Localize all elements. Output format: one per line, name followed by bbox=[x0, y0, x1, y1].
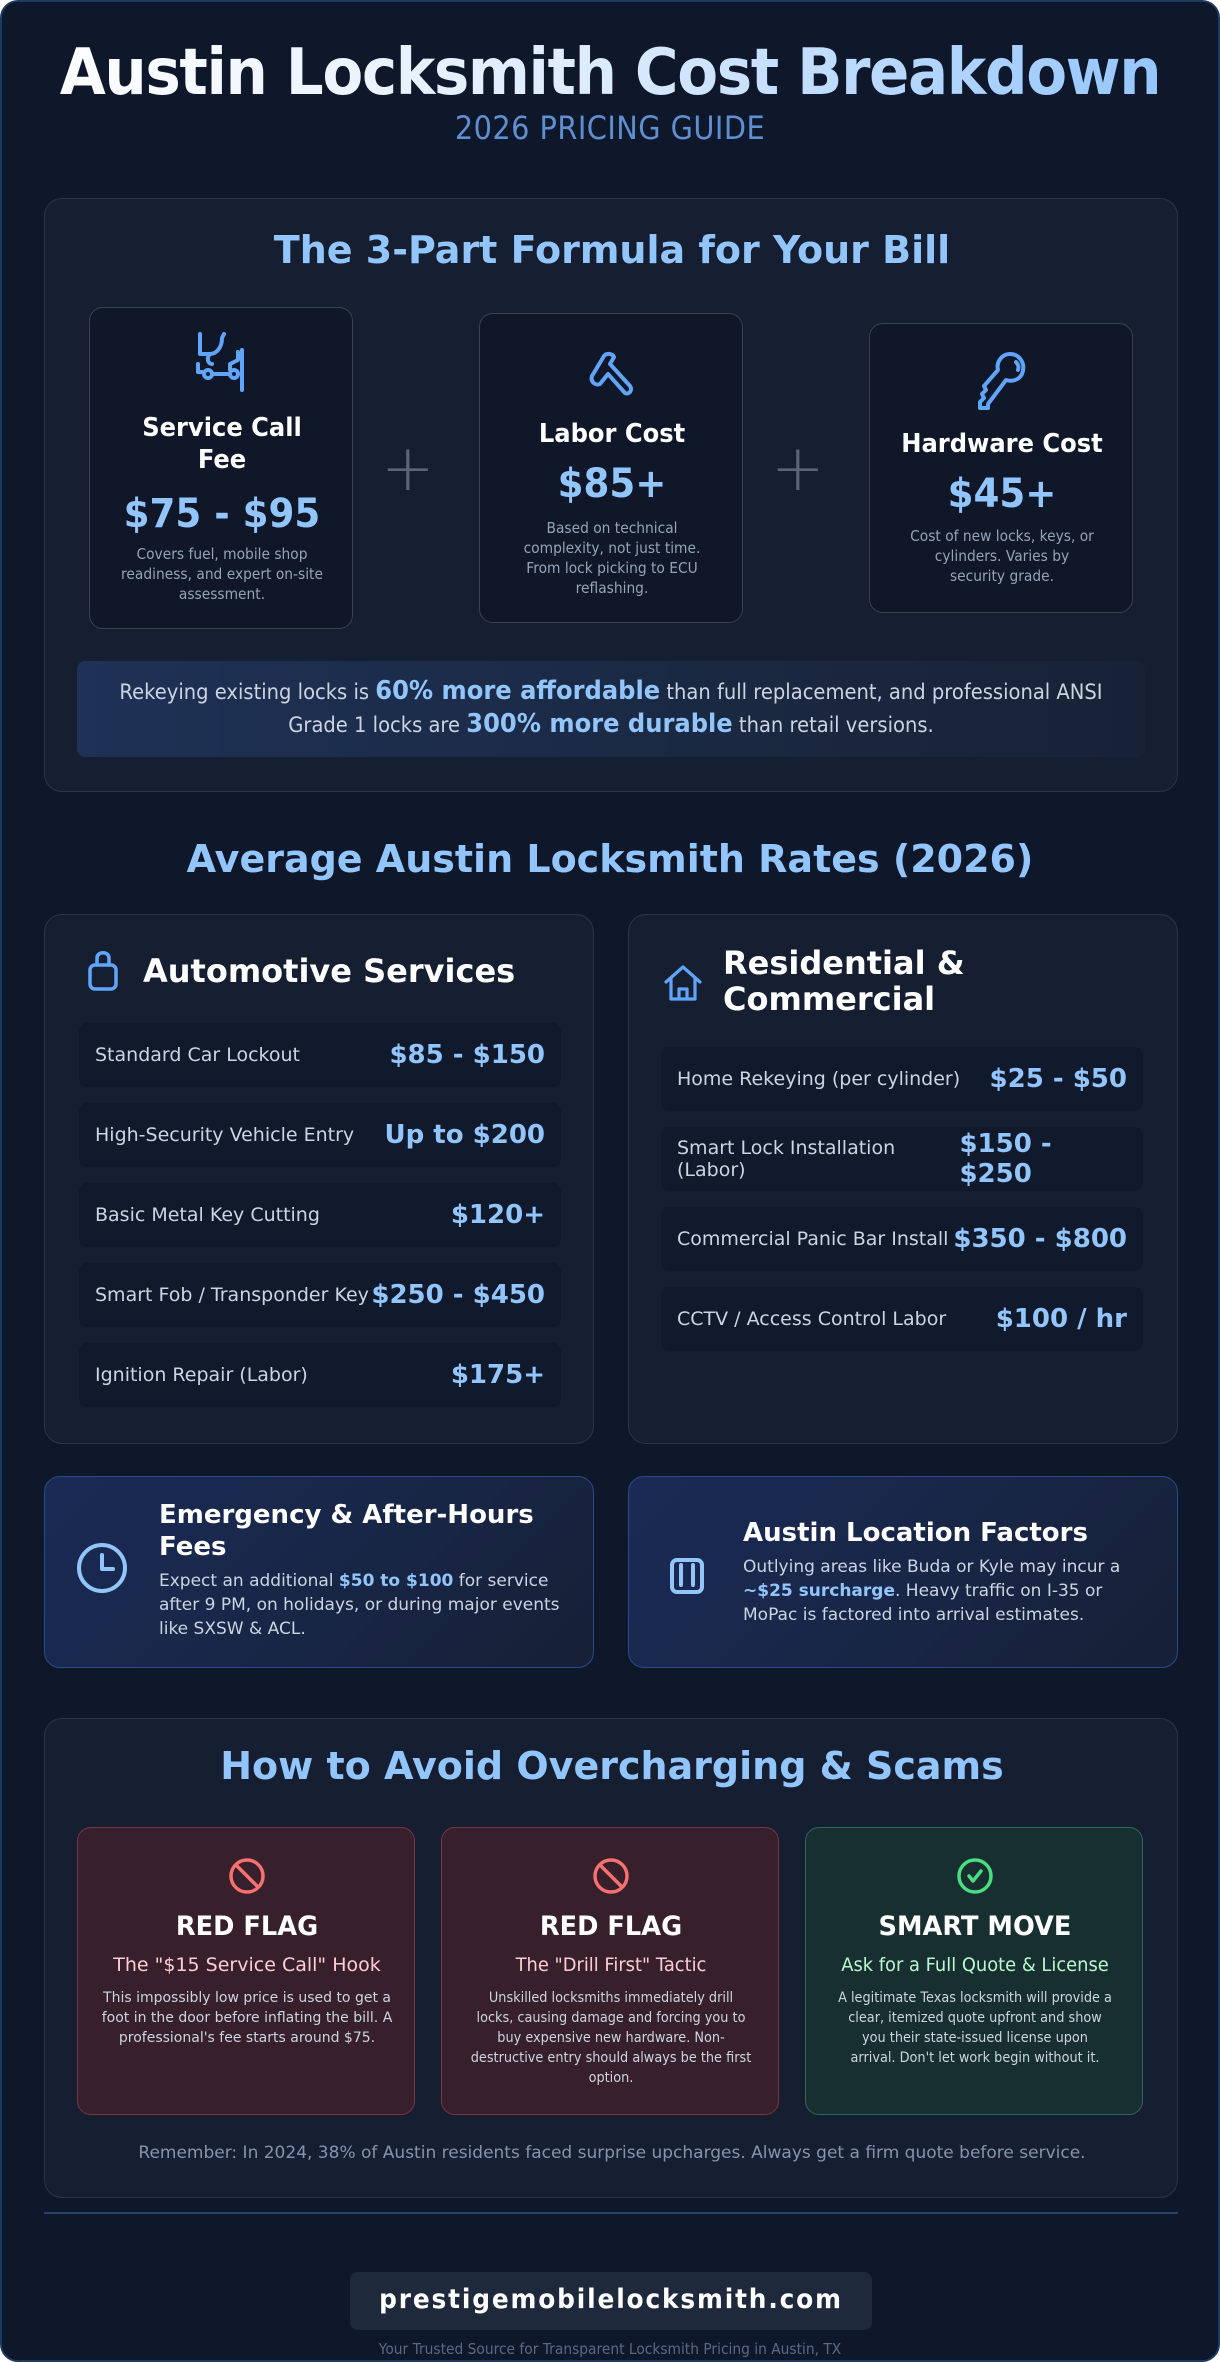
check-circle-icon bbox=[955, 1856, 995, 1896]
house-icon bbox=[663, 963, 703, 1003]
padlock-icon bbox=[87, 949, 119, 993]
price-row: Commercial Panic Bar Install $350 - $800 bbox=[661, 1207, 1143, 1271]
formula-card-service-call bbox=[89, 307, 353, 629]
wrench-tool-icon bbox=[586, 350, 640, 398]
scam-card-red-flag bbox=[441, 1827, 779, 2115]
scam-card-subheading: Ask for a Full Quote & License bbox=[841, 1954, 1109, 1976]
residential-title: Residential & Commercial bbox=[723, 944, 965, 1018]
stat-highlight: 60% more affordable bbox=[375, 676, 661, 706]
scam-card-smart-move bbox=[805, 1827, 1143, 2115]
scam-card-red-flag bbox=[77, 1827, 415, 2115]
formula-card-labor bbox=[479, 313, 743, 623]
formula-panel bbox=[44, 198, 1178, 792]
formula-card-description: Covers fuel, mobile shop readiness, and expert on-site assessment. bbox=[121, 545, 323, 603]
prohibited-icon bbox=[591, 1856, 631, 1896]
formula-card-title: Service Call Fee bbox=[142, 413, 302, 475]
scams-note: Remember: In 2024, 38% of Austin residents faced surprise upcharges. Always get a firm quote before service. bbox=[138, 2143, 1086, 2163]
scam-card-subheading: The "Drill First" Tactic bbox=[515, 1954, 707, 1976]
scams-title: How to Avoid Overcharging & Scams bbox=[220, 1744, 1004, 1788]
location-factors-card bbox=[628, 1476, 1178, 1668]
page-subtitle: 2026 PRICING GUIDE bbox=[454, 109, 766, 147]
scam-card-description: A legitimate Texas locksmith will provide a clear, itemized quote upfront and show you their state-issued license upon arrival. Don't let work begin without it. bbox=[838, 1990, 1112, 2066]
formula-card-description: Based on technical complexity, not just time. From lock picking to ECU reflashing. bbox=[523, 519, 701, 597]
clock-icon bbox=[75, 1541, 129, 1595]
automotive-card bbox=[44, 914, 594, 1444]
formula-card-title: Hardware Cost bbox=[901, 429, 1103, 459]
stat-highlight: 300% more durable bbox=[466, 709, 733, 739]
page-title: Austin Locksmith Cost Breakdown bbox=[45, 32, 1176, 114]
emergency-text: Expect an additional $50 to $100 for service after 9 PM, on holidays, or during major events like SXSW & ACL. bbox=[159, 1571, 560, 1639]
automotive-title: Automotive Services bbox=[143, 952, 516, 990]
footer-tagline: Your Trusted Source for Transparent Locksmith Pricing in Austin, TX bbox=[378, 2340, 842, 2358]
key-icon bbox=[974, 350, 1032, 412]
prohibited-icon bbox=[227, 1856, 267, 1896]
plus-operator: + bbox=[381, 432, 435, 506]
scam-card-heading: SMART MOVE bbox=[878, 1911, 1072, 1942]
emergency-fees-card bbox=[44, 1476, 594, 1668]
formula-title: The 3-Part Formula for Your Bill bbox=[273, 228, 951, 272]
location-text: Outlying areas like Buda or Kyle may incur a ~$25 surcharge. Heavy traffic on I-35 or MoPac is factored into arrival estimates. bbox=[743, 1557, 1121, 1625]
price-row: CCTV / Access Control Labor $100 / hr bbox=[661, 1287, 1143, 1351]
scam-card-subheading: The "$15 Service Call" Hook bbox=[113, 1954, 381, 1976]
formula-card-hardware bbox=[869, 323, 1133, 613]
footer-divider bbox=[44, 2212, 1178, 2214]
formula-card-price: $85+ bbox=[557, 461, 667, 507]
price-row: Smart Fob / Transponder Key $250 - $450 bbox=[79, 1263, 561, 1327]
residential-card bbox=[628, 914, 1178, 1444]
rates-title: Average Austin Locksmith Rates (2026) bbox=[186, 837, 1034, 881]
scam-card-heading: RED FLAG bbox=[539, 1911, 683, 1942]
scams-panel bbox=[44, 1718, 1178, 2198]
price-row: Home Rekeying (per cylinder) $25 - $50 bbox=[661, 1047, 1143, 1111]
scam-card-description: Unskilled locksmiths immediately drill locks, causing damage and forcing you to buy expensive new hardware. Non-destructive entry should always be the first option. bbox=[470, 1990, 752, 2086]
price-row: Smart Lock Installation (Labor) $150 - $250 bbox=[661, 1127, 1143, 1191]
formula-card-price: $75 - $95 bbox=[123, 491, 321, 537]
price-row: Basic Metal Key Cutting $120+ bbox=[79, 1183, 561, 1247]
formula-card-price: $45+ bbox=[947, 471, 1057, 517]
price-row: High-Security Vehicle Entry Up to $200 bbox=[79, 1103, 561, 1167]
price-row: Ignition Repair (Labor) $175+ bbox=[79, 1343, 561, 1407]
stat-banner: Rekeying existing locks is 60% more affordable than full replacement, and professional ANSI Grade 1 locks are 300% more durable than retail versions. bbox=[77, 661, 1145, 757]
price-row: Standard Car Lockout $85 - $150 bbox=[79, 1023, 561, 1087]
scam-card-heading: RED FLAG bbox=[175, 1911, 319, 1942]
formula-card-description: Cost of new locks, keys, or cylinders. Varies by security grade. bbox=[910, 527, 1094, 585]
scam-card-description: This impossibly low price is used to get a foot in the door before inflating the bill. A professional's fee starts around $75. bbox=[101, 1990, 393, 2046]
emergency-title: Emergency & After-Hours Fees bbox=[159, 1500, 534, 1562]
location-title: Austin Location Factors bbox=[743, 1518, 1088, 1548]
car-seat-service-icon bbox=[194, 330, 250, 396]
formula-card-title: Labor Cost bbox=[538, 419, 686, 449]
location-marker-icon bbox=[669, 1557, 705, 1595]
website-link[interactable]: prestigemobilelocksmith.com bbox=[350, 2272, 872, 2330]
plus-operator: + bbox=[771, 432, 825, 506]
